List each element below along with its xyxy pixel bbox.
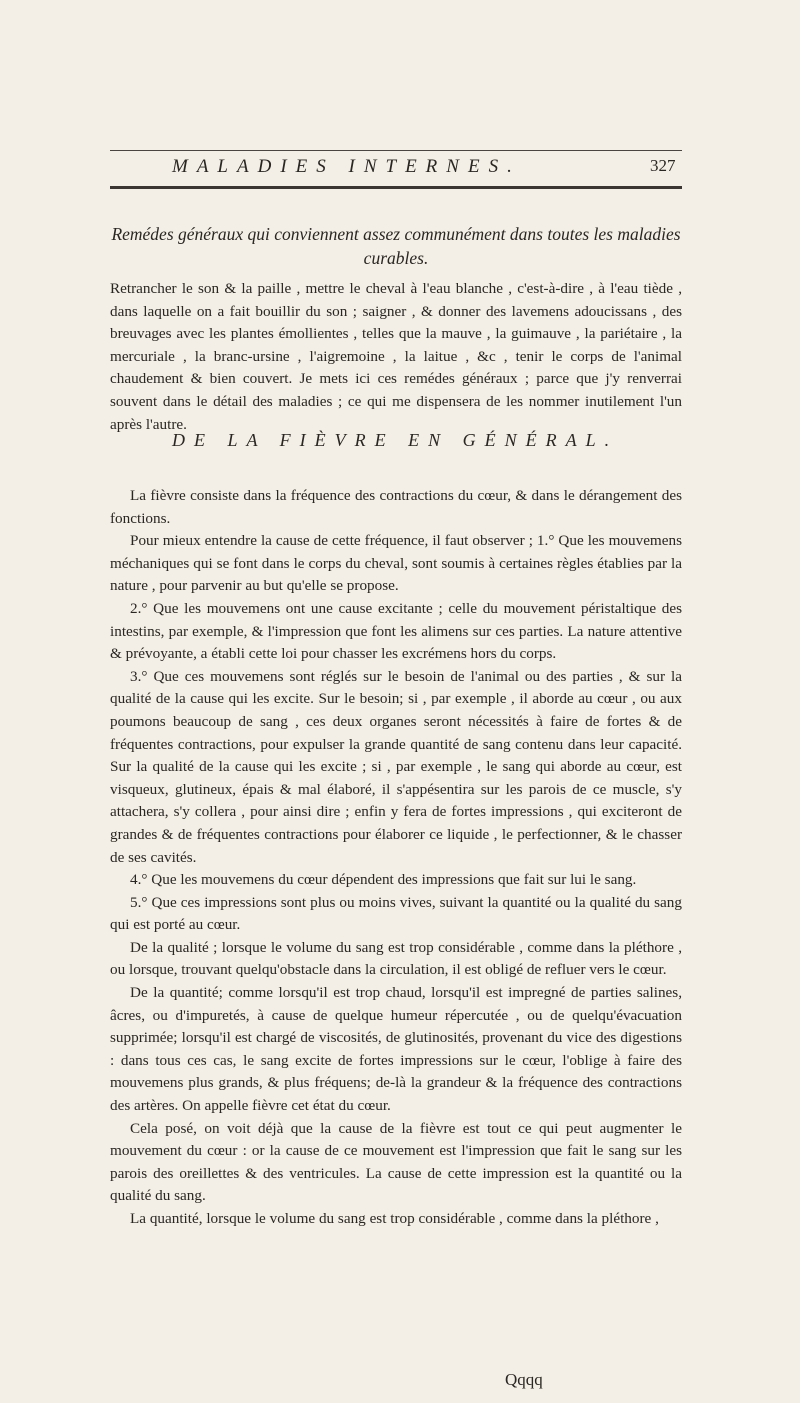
header-rule-thick: [110, 186, 682, 189]
paragraph: 3.° Que ces mouvemens sont réglés sur le besoin de l'animal ou des parties , & sur la qualité de la cause qui les excite. Sur le besoin; si , par exemple , il aborde au cœur , ou aux poumons beaucoup de sang , ces deux organes seront nécessités à faire de fortes & de fréquentes contractions, pour expulser la grande quantité de sang contenu dans leur capacité. Sur la qualité de la cause qui les excite ; si , par exemple , le sang qui aborde au cœur, est visqueux, glutineux, épais & mal élaboré, il s'appésentira sur les parois de ce muscle, s'y attachera, s'y collera , pour ainsi dire ; enfin y fera de fortes impressions , qui exciteront de grandes & de fréquentes contractions pour élaborer ce liquide , le perfectionner, & le chasser de ses cavités.: [110, 667, 682, 866]
running-title: MALADIES INTERNES.: [172, 156, 521, 177]
paragraph: Pour mieux entendre la cause de cette fréquence, il faut observer ; 1.° Que les mouvemens méchaniques qui se font dans le corps du cheval, sont soumis à certaines règles établies par la nature , pour parvenir au but qu'elle se propose.: [110, 532, 682, 595]
paragraph: De la qualité ; lorsque le volume du sang est trop considérable , comme dans la pléthore , ou lorsque, trouvant quelqu'obstacle dans la circulation, il est obligé de refluer vers le cœur.: [110, 938, 682, 979]
remedies-title: Remédes généraux qui conviennent assez communément dans toutes les maladies curables.: [111, 224, 681, 268]
page-number: 327: [650, 156, 676, 175]
paragraph: 2.° Que les mouvemens ont une cause excitante ; celle du mouvement péristaltique des intestins, par exemple, & l'impression que font les alimens sur ces parties. La nature attentive & prévoyante, a établi cette loi pour chasser les excrémens hors du corps.: [110, 599, 682, 663]
header-rule-thin: [110, 150, 682, 151]
signature-mark: Qqqq: [505, 1370, 543, 1389]
remedies-section: [110, 278, 682, 436]
paragraph: Cela posé, on voit déjà que la cause de la fièvre est tout ce qui peut augmenter le mouvement du cœur : or la cause de ce mouvement est l'impression que fait le sang sur les parois des oreillettes & des ventricules. La cause de cette impression est la quantité ou la qualité du sang.: [110, 1119, 682, 1205]
remedies-paragraph: Retrancher le son & la paille , mettre le cheval à l'eau blanche , c'est-à-dire , à l'eau tiède , dans laquelle on a fait bouillir du son ; saigner , & donner des lavemens adoucissans , des breuvages avec les plantes émollientes , telles que la mauve , la guimauve , la pariétaire , la mercuriale , la branc-ursine , l'aigremoine , la laitue , &c , tenir le corps de l'animal chaudement & bien couvert. Je mets ici ces remédes généraux ; parce que j'y renverrai souvent dans le détail des maladies ; ce qui me dispensera de les nommer inutilement l'un après l'autre.: [110, 280, 682, 433]
fever-section: [110, 485, 682, 1231]
paragraph: 5.° Que ces impressions sont plus ou moins vives, suivant la quantité ou la qualité du sang qui est porté au cœur.: [110, 893, 682, 934]
paragraph: La fièvre consiste dans la fréquence des contractions du cœur, & dans le dérangement des fonctions.: [110, 487, 682, 527]
fever-heading: DE LA FIÈVRE EN GÉNÉRAL.: [172, 430, 619, 450]
paragraph: 4.° Que les mouvemens du cœur dépendent des impressions que fait sur lui le sang.: [130, 871, 637, 889]
paragraph: La quantité, lorsque le volume du sang est trop considérable , comme dans la pléthore ,: [130, 1210, 659, 1227]
paragraph: De la quantité; comme lorsqu'il est trop chaud, lorsqu'il est impregné de parties salines, âcres, ou d'impuretés, à cause de quelque humeur répercutée , ou de quelqu'évacuation supprimée; lorsqu'il est chargé de viscosités, de glutinosités, provenant du vice des digestions : dans tous ces cas, le sang excite de fortes impressions sur le cœur, l'oblige à faire des mouvemens plus grands, & plus fréquens; de-là la grandeur & la fréquence des contractions des artères. On appelle fièvre cet état du cœur.: [110, 984, 682, 1115]
